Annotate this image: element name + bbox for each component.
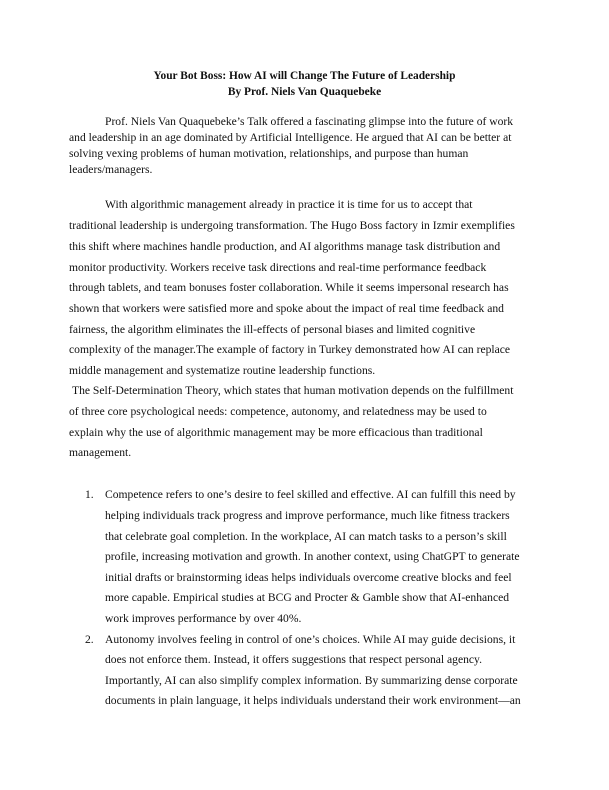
para2-line: explain why the use of algorithmic management may be more efficacious than traditional (69, 426, 483, 439)
para2-line: complexity of the manager.The example of factory in Turkey demonstrated how AI can replace (69, 343, 511, 356)
para2-line: fairness, the algorithm eliminates the ill-effects of personal biases and limited cognitive (69, 323, 476, 336)
list-item-line: more capable. Empirical studies at BCG and Procter & Gamble show that AI-enhanced (105, 591, 510, 604)
para2-line: shown that workers were satisfied more and spoke about the impact of real time feedback and (69, 302, 504, 315)
document-title: Your Bot Boss: How AI will Change The Future of Leadership (153, 70, 456, 82)
para2-line: traditional leadership is undergoing transformation. The Hugo Boss factory in Izmir exemplifies (69, 219, 515, 232)
para2-line: management. (69, 446, 132, 459)
para2-line: through tablets, and team bonuses foster collaboration. While it seems impersonal research has (69, 281, 509, 294)
list-item-line: initial drafts or brainstorming ideas helps individuals overcome creative blocks and feel (105, 571, 512, 584)
para2-line: With algorithmic management already in practice it is time for us to accept that (105, 198, 473, 211)
intro-line: solving vexing problems of human motivation, relationships, and purpose than human (69, 147, 469, 160)
para2-line: of three core psychological needs: competence, autonomy, and relatedness may be used to (69, 405, 487, 418)
para2-line: this shift where machines handle production, and AI algorithms manage task distribution and (69, 240, 501, 253)
list-item-line: documents in plain language, it helps individuals understand their work environment—an (105, 694, 521, 707)
para2-line: monitor productivity. Workers receive task directions and real-time performance feedback (69, 261, 487, 274)
list-item-line: Autonomy involves feeling in control of one’s choices. While AI may guide decisions, it (105, 633, 516, 646)
list-item-line: that celebrate goal completion. In the workplace, AI can match tasks to a person’s skill (105, 530, 507, 543)
document-byline: By Prof. Niels Van Quaquebeke (227, 86, 382, 98)
list-item-line: does not enforce them. Instead, it offers suggestions that respect personal agency. (105, 653, 483, 666)
list-item-line: profile, increasing motivation and growth. In another context, using ChatGPT to generate (105, 550, 520, 563)
para2-line: middle management and systematize routine leadership functions. (69, 364, 376, 377)
intro-line: and leadership in an age dominated by Artificial Intelligence. He argued that AI can be better at (69, 131, 512, 144)
intro-line: leaders/managers. (69, 163, 153, 176)
list-item-line: helping individuals track progress and improve performance, much like fitness trackers (105, 509, 510, 522)
intro-line: Prof. Niels Van Quaquebeke’s Talk offered a fascinating glimpse into the future of work (105, 115, 514, 128)
list-item-line: Competence refers to one’s desire to feel skilled and effective. AI can fulfill this need by (105, 488, 516, 501)
list-item-line: Importantly, AI can also simplify complex information. By summarizing dense corporate (105, 674, 518, 687)
list-number: 2. (85, 633, 94, 646)
list-number: 1. (85, 488, 94, 501)
list-item-line: work improves performance by over 40%. (105, 612, 302, 625)
para2-line: The Self-Determination Theory, which states that human motivation depends on the fulfillment (72, 384, 514, 397)
